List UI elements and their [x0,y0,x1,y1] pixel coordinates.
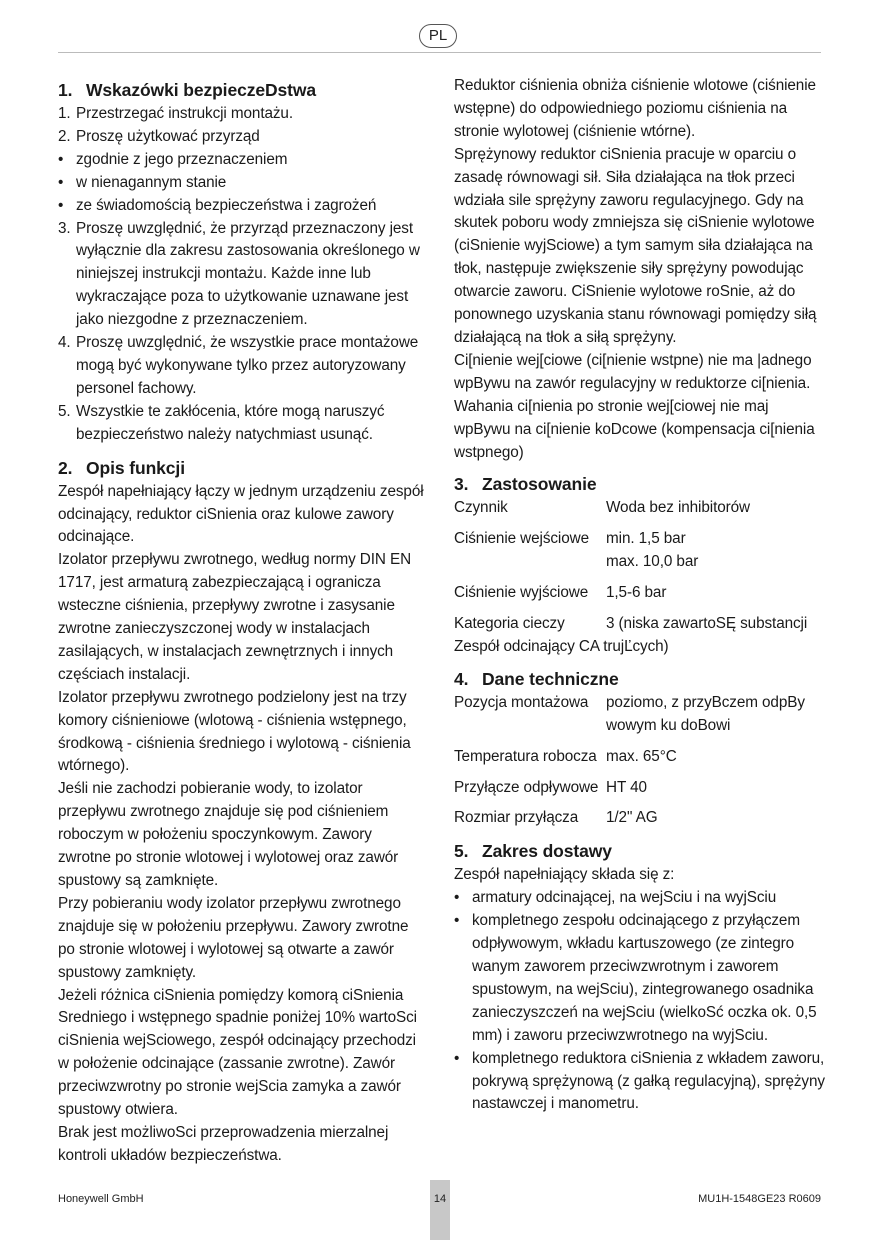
right-column [454,75,826,1116]
list-item: 3. Proszę uwzględnić, że przyrząd przeznaczony jest wyłącznie dla zakresu zastosowania określonego w niniejszej instrukcji montażu. Każde inne lub wykraczające poza to użytkowanie uznawane jest jako niezgodne z przeznaczeniem. [58,219,420,329]
footer-company: Honeywell GmbH [58,1193,144,1205]
list-item: 1. Przestrzegać instrukcji montażu. [58,105,293,122]
spec-note: Zespół odcinający CA trujĽcych) [454,637,669,655]
list-item: 5. Wszystkie te zakłócenia, które mogą naruszyć bezpieczeństwo należy natychmiast usunąć. [58,402,385,443]
paragraph: Reduktor ciśnienia obniża ciśnienie wlotowe (ciśnienie wstępne) do odpowiedniego poziomu ciśnienia na stronie wylotowej (ciśnienie wtórne). [454,77,816,140]
section-1-heading [58,77,428,103]
paragraph: Izolator przepływu zwrotnego, według normy DIN EN 1717, jest armaturą zabezpieczającą i ogranicza wsteczne ciśnienia, przepływy zwrotne i zasysanie zwrotne zanieczyszczonej wody w instalacjach zasilających, w instalacjach zewnętrznych i innych częściach instalacji. [58,551,412,683]
paragraph: Sprężynowy reduktor ciSnienia pracuje w oparciu o zasadę równowagi sił. Siła działająca na tłok przeci wdziała sile sprężyny zaworu regulacyjnego. Gdy na skutek poboru wody zmniejsza się ciSnienie wylotowe (ciSnienie wyjSciowe) a tym samym siła działająca na tłok, następuje zwiększenie siły sprężyny powodując otwarcie zaworu. CiSnienie wylotowe roSnie, aż do ponownego uzyskania stanu równowagi pomiędzy siłą działającą na tłok a siłą sprężyny. [454,145,817,346]
list-item: • armatury odcinającej, na wejSciu i na wyjSciu [454,889,777,907]
list-item: 4. Proszę uwzględnić, że wszystkie prace montażowe mogą być wykonywane tylko przez autoryzowany personel fachowy. [58,334,419,397]
section-4-number: 4. [454,668,469,689]
section-5-number: 5. [454,841,469,862]
paragraph: Przy pobieraniu wody izolator przepływu zwrotnego znajduje się w położeniu przepływu. Zawory zwrotne po stronie wlotowej i wylotowej są otwarte a zawór spustowy zamknięty. [58,894,409,981]
section-4-heading [454,666,826,692]
list-item: • ze świadomością bezpieczeństwa i zagrożeń [58,196,377,214]
section-3-heading [454,471,826,497]
paragraph: Zespół napełniający składa się z: [454,866,675,884]
left-column [58,75,428,1168]
footer-doc-id: MU1H-1548GE23 R0609 [698,1193,821,1205]
section-1-number: 1. [58,80,73,100]
spec-row: Ciśnienie wejściowe min. 1,5 bar max. 10,0 bar [454,530,699,571]
spec-row: Rozmiar przyłącza 1/2" AG [454,809,658,827]
list-item: • w nienagannym stanie [58,173,227,191]
paragraph: Izolator przepływu zwrotnego podzielony jest na trzy komory ciśnieniowe (wlotową - ciśnienia wstępnego, środkową - ciśnienia średniego i wylotową - ciśnienia wtórnego). [58,688,411,775]
section-3-number: 3. [454,474,469,495]
spec-row: Temperatura robocza max. 65°C [454,747,677,765]
safety-list [58,103,428,447]
list-item: • kompletnego reduktora ciSnienia z wkładem zaworu, pokrywą sprężynową (z gałką regulacyjną), sprężyny nastawczej i manometru. [454,1049,825,1113]
section-1-title: Wskazówki bezpieczeDstwa [86,80,317,100]
spec-row: Kategoria cieczy 3 (niska zawartoSĘ substancji [454,615,808,633]
spec-row: Czynnik Woda bez inhibitorów [454,499,750,517]
spec-row: Przyłącze odpływowe HT 40 [454,778,647,796]
section-3-title: Zastosowanie [482,474,597,495]
section-2-number: 2. [58,457,73,478]
section-4-title: Dane techniczne [482,668,619,689]
header-rule [58,52,821,53]
list-item: • zgodnie z jego przeznaczeniem [58,150,288,168]
section-2-heading [58,455,428,481]
paragraph: Jeśli nie zachodzi pobieranie wody, to izolator przepływu zwrotnego znajduje się pod ciśnieniem roboczym w położeniu spoczynkowym. Zawory zwrotne po stronie wlotowej i wylotowej oraz zawór spustowy są zamknięte. [58,780,399,889]
paragraph: Zespół napełniający łączy w jednym urządzeniu zespół odcinający, reduktor ciSnienia oraz kulowe zawory odcinające. [58,482,424,546]
list-item: • kompletnego zespołu odcinającego z przyłączem odpływowym, wkładu kartuszowego (ze zintegro wanym zaworem przeciwzwrotnym i zaworem spustowym, na wejSciu), zintegrowanego osadnika zanieczyszczeń na wejSciu (wielkoSć oczka ok. 0,5 mm) i zaworu przeciwzwrotnego na wyjSciu. [454,912,817,1044]
spec-row: Pozycja montażowa poziomo, z przyBczem odpBy wowym ku doBowi [454,693,805,734]
page-number: 14 [430,1180,450,1240]
paragraph: Brak jest możliwoSci przeprowadzenia mierzalnej kontroli układów bezpieczeństwa. [58,1123,389,1164]
paragraph: Jeżeli różnica ciSnienia pomiędzy komorą ciSnienia Sredniego i wstępnego spadnie poniżej 10% wartoSci ciSnienia wejSciowego, zespół odcinający przechodzi w położenie odcinające (zassanie zwrotne). Zawór przeciwzwrotny po stronie wejScia zamyka a zawór spustowy otwiera. [58,986,417,1119]
list-item: 2. Proszę użytkować przyrząd [58,127,260,145]
spec-row: Ciśnienie wyjściowe 1,5-6 bar [454,584,667,602]
section-2-title: Opis funkcji [86,457,185,478]
paragraph: Ci[nienie wej[ciowe (ci[nienie wstpne) nie ma |adnego wpBywu na zawór regulacyjny w reduktorze ci[nienia. Wahania ci[nienia po stronie wej[ciowej nie maj wpBywu na ci[nienie koDcowe (kompensacja ci[nienia wstpnego) [454,351,815,461]
section-5-title: Zakres dostawy [482,841,612,862]
section-5-heading [454,838,826,864]
language-badge: PL [419,24,457,48]
